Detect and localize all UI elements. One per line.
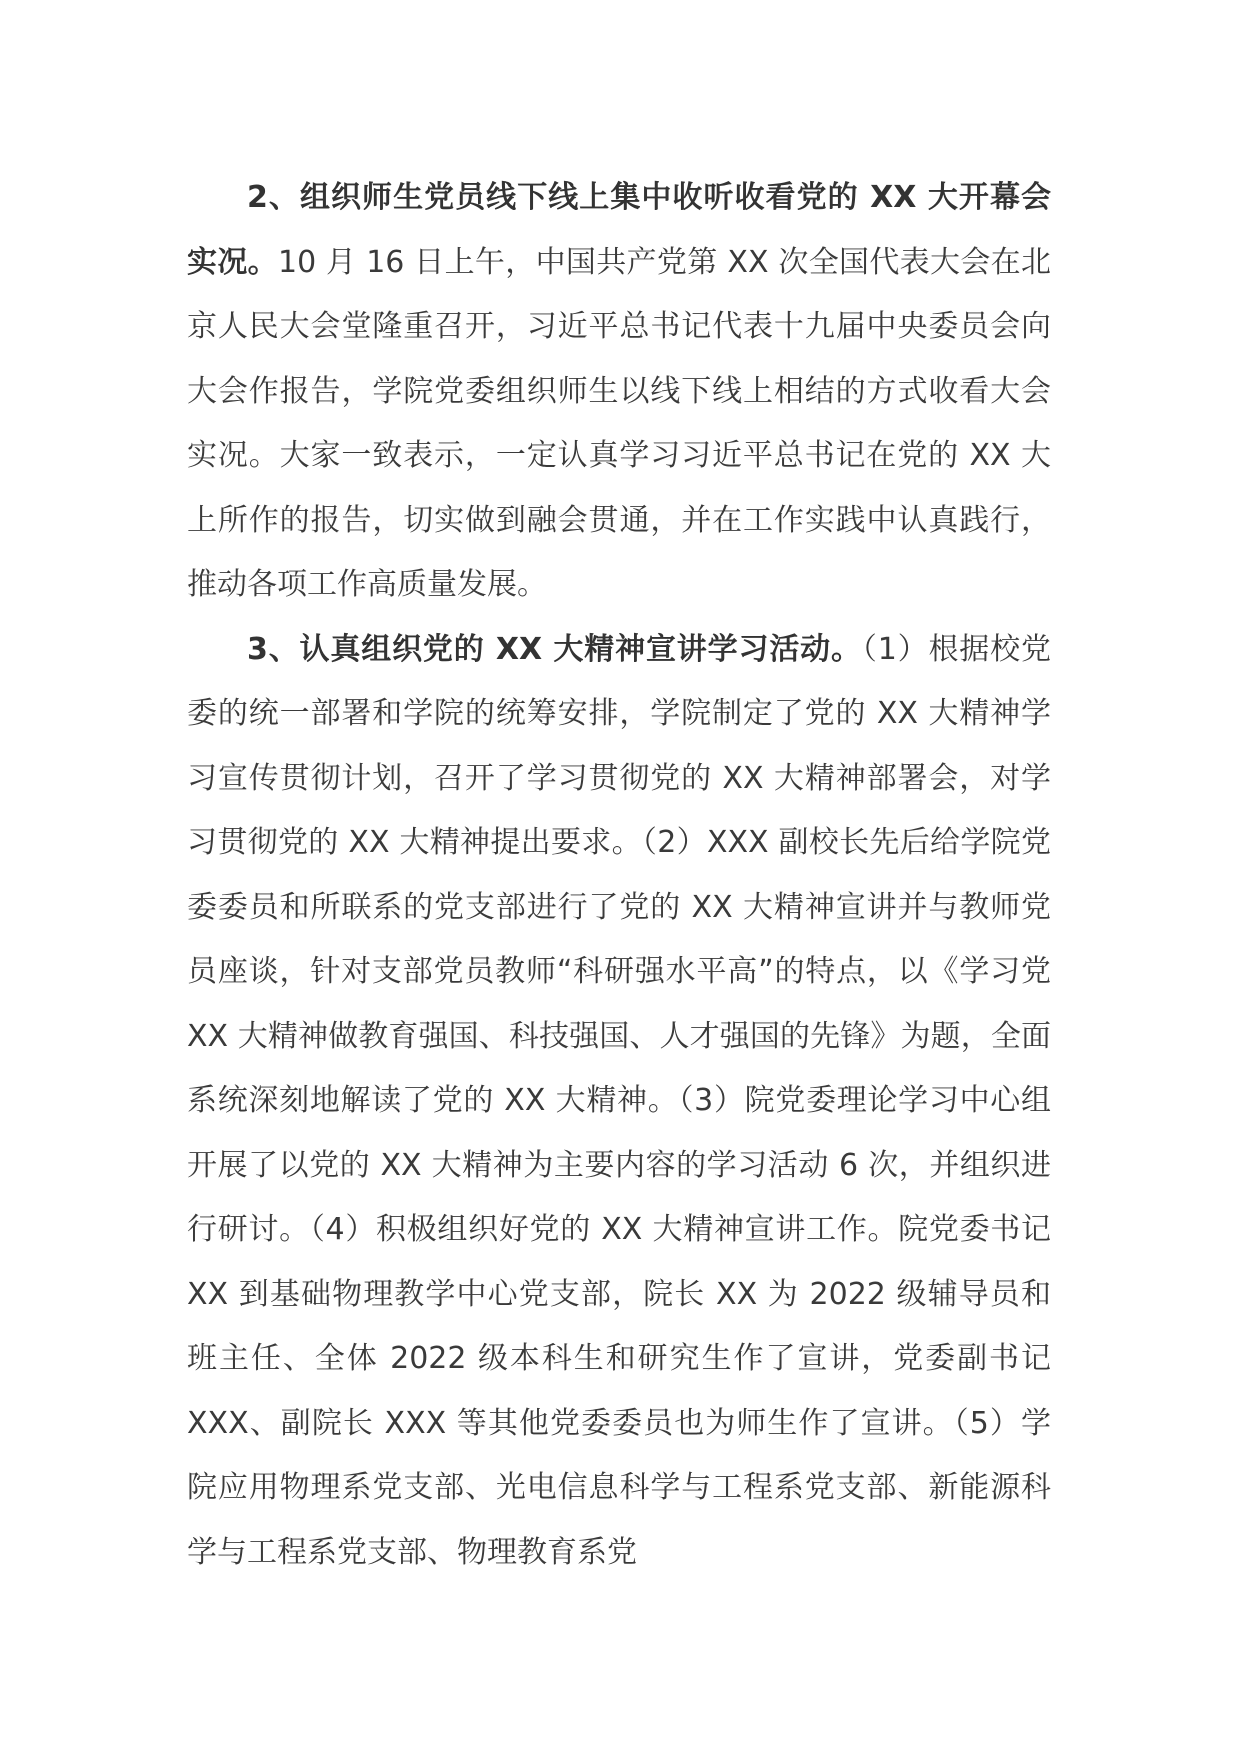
- document-body: [187, 166, 1051, 1585]
- paragraph-item-3: [187, 618, 1051, 1586]
- paragraph-text: （1）根据校党委的统一部署和学院的统筹安排，学院制定了党的 XX 大精神学习宣传贯彻计划，召开了学习贯彻党的 XX 大精神部署会，对学习贯彻党的 XX 大精神提出要求。（2）XXX 副校长先后给学院党委委员和所联系的党支部进行了党的 XX 大精神宣讲并与教师党员座谈，针对支部党员教师“科研强水平高”的特点，以《学习党 XX 大精神做教育强国、科技强国、人才强国的先锋》为题，全面系统深刻地解读了党的 XX 大精神。（3）院党委理论学习中心组开展了以党的 XX 大精神为主要内容的学习活动 6 次，并组织进行研讨。（4）积极组织好党的 XX 大精神宣讲工作。院党委书记 XX 到基础物理教学中心党支部，院长 XX 为 2022 级辅导员和班主任、全体 2022 级本科生和研究生作了宣讲，党委副书记 XXX、副院长 XXX 等其他党委委员也为师生作了宣讲。（5）学院应用物理系党支部、光电信息科学与工程系党支部、新能源科学与工程系党支部、物理教育系党: [187, 631, 1051, 1570]
- paragraph-heading: 2、组织师生党员线下线上集中收听收看党的 XX 大开幕会实况。: [187, 180, 1051, 280]
- paragraph-heading: 3、认真组织党的 XX 大精神宣讲学习活动。: [247, 631, 862, 667]
- paragraph-item-2: [187, 166, 1051, 618]
- paragraph-text: 10 月 16 日上午，中国共产党第 XX 次全国代表大会在北京人民大会堂隆重召开，习近平总书记代表十九届中央委员会向大会作报告，学院党委组织师生以线下线上相结的方式收看大会实况。大家一致表示，一定认真学习习近平总书记在党的 XX 大上所作的报告，切实做到融会贯通，并在工作实践中认真践行，推动各项工作高质量发展。: [187, 244, 1051, 602]
